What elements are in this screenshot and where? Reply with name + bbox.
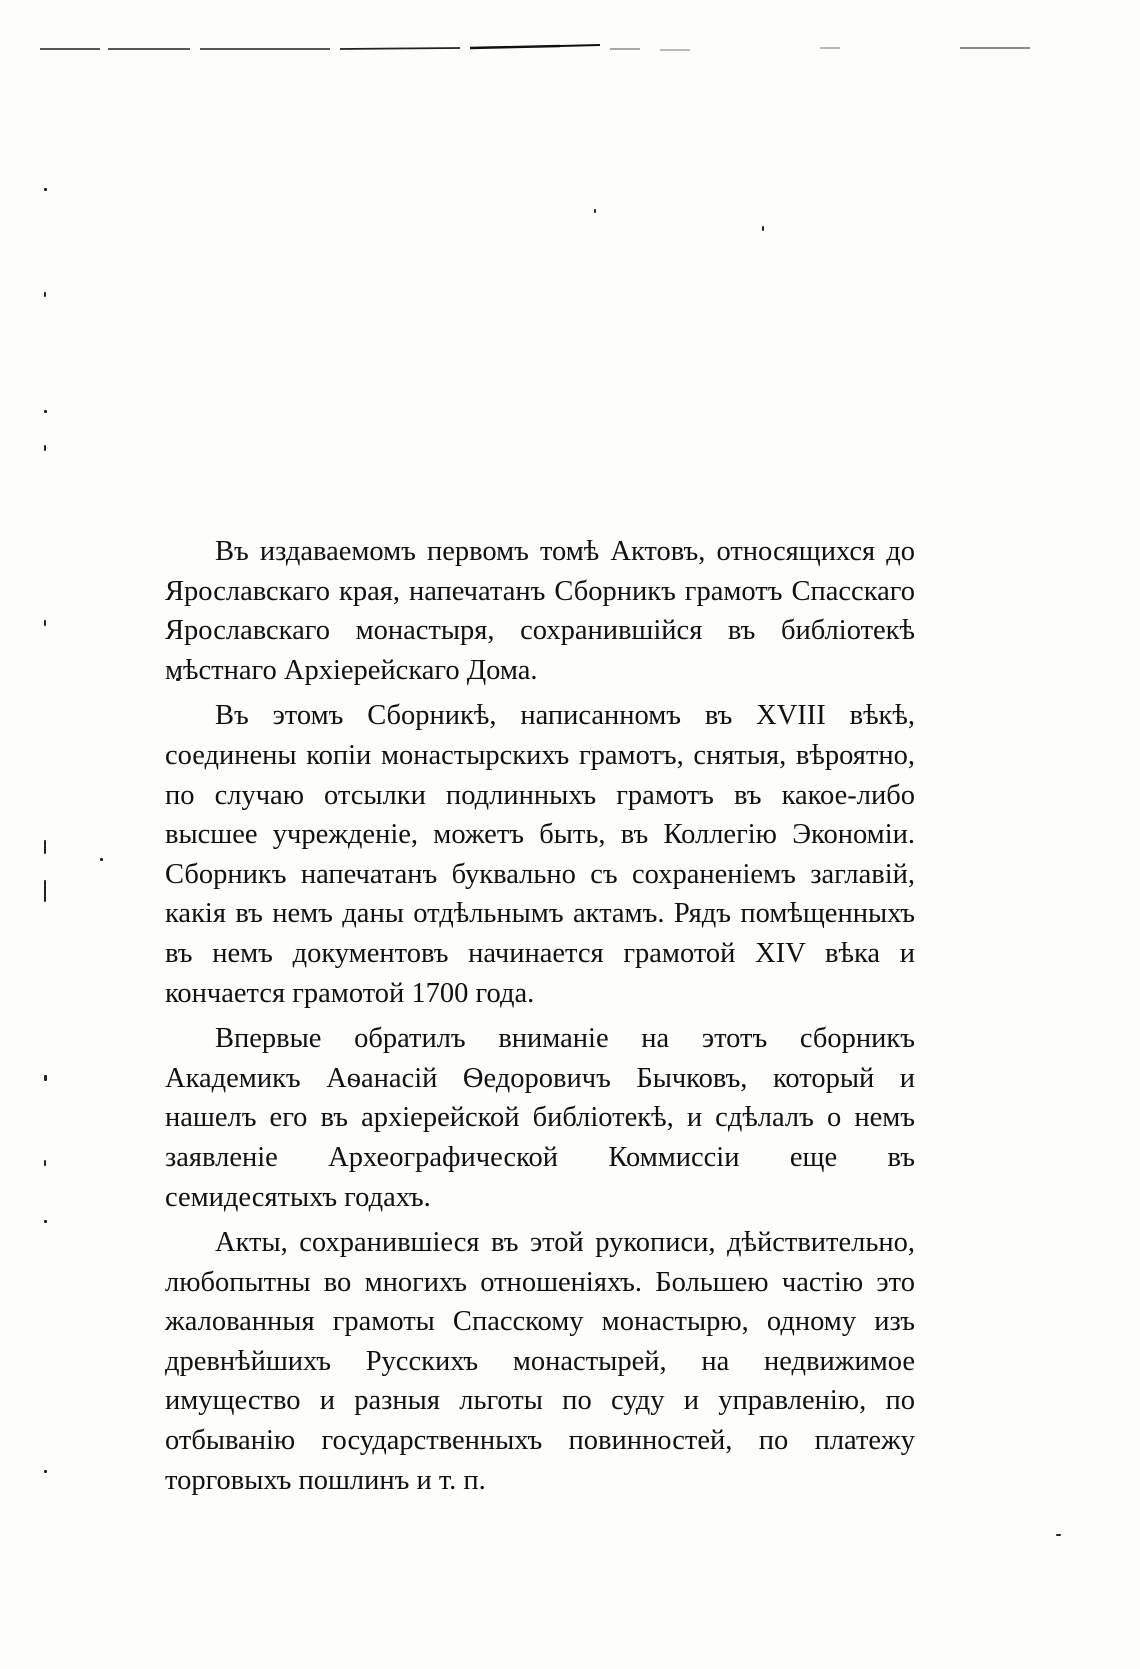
- scan-speck: [100, 858, 103, 861]
- scan-speck: [44, 1075, 47, 1081]
- scan-speck: [44, 620, 46, 626]
- scan-speck: [594, 209, 596, 213]
- paragraph-4: Акты, сохранившіеся въ этой рукописи, дѣйствительно, любопытны во многихъ отношеніяхъ. Большею частію это жалованныя грамоты Спасскому монастырю, одному изъ древнѣйшихъ Русскихъ монастырей, на недвижимое имущество и разныя льготы по суду и управленію, по отбыванію государственныхъ повинностей, по платежу торговыхъ пошлинъ и т. п.: [165, 1227, 915, 1496]
- scan-top-rule: [40, 44, 1100, 50]
- scan-speck: [44, 188, 47, 191]
- paragraph-3: Впервые обратилъ вниманіе на этотъ сборникъ Академикъ Аѳанасій Ѳедоровичъ Бычковъ, который и нашелъ его въ архіерейской библіотекѣ, и сдѣлалъ о немъ заявленіе Археографической Коммиссіи еще въ семидесятыхъ годахъ.: [165, 1023, 915, 1213]
- body-text: [165, 532, 915, 1500]
- scan-speck: [44, 1220, 47, 1223]
- scan-speck: [1056, 1534, 1061, 1536]
- paragraph-2: Въ этомъ Сборникѣ, написанномъ въ XVIII вѣкѣ, соединены копіи монастырскихъ грамотъ, снятыя, вѣроятно, по случаю отсылки подлинныхъ грамотъ въ какое-либо высшее учрежденіе, можетъ быть, въ Коллегію Экономіи. Сборникъ напечатанъ буквально съ сохраненіемъ заглавій, какія въ немъ даны отдѣльнымъ актамъ. Рядъ помѣщенныхъ въ немъ документовъ начинается грамотой XIV вѣка и кончается грамотой 1700 года.: [165, 700, 915, 1009]
- paragraph-1: Въ издаваемомъ первомъ томѣ Актовъ, относящихся до Ярославскаго края, напечатанъ Сборникъ грамотъ Спасскаго Ярославскаго монастыря, сохранившійся въ библіотекѣ мѣстнаго Архіерейскаго Дома.: [165, 536, 915, 686]
- scan-speck: [44, 410, 47, 413]
- scan-speck: [44, 292, 46, 297]
- scan-speck: [44, 880, 46, 902]
- scan-speck: [762, 226, 764, 231]
- scan-speck: [44, 1160, 46, 1166]
- scan-speck: [44, 1470, 47, 1473]
- scan-speck: [44, 840, 46, 854]
- scan-speck: [44, 445, 46, 451]
